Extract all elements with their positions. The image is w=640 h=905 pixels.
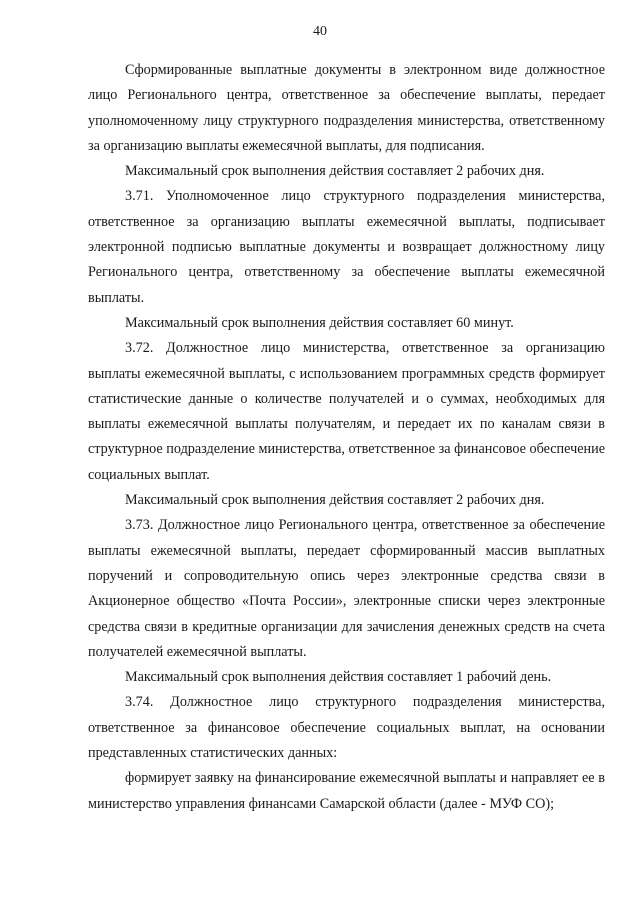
- paragraph: 3.73. Должностное лицо Регионального центра, ответственное за обеспечение выплаты ежемесячной выплаты, передает сформированный массив выплатных поручений и сопроводительную опись через электронные средства связи в Акционерное общество «Почта России», электронные списки через электронные средства связи в кредитные организации для зачисления денежных средств на счета получателей ежемесячной выплаты.: [88, 517, 605, 660]
- paragraph: 3.74. Должностное лицо структурного подразделения министерства, ответственное за финансовое обеспечение социальных выплат, на основании представленных статистических данных:: [88, 694, 605, 762]
- paragraph: 3.71. Уполномоченное лицо структурного подразделения министерства, ответственное за организацию выплаты ежемесячной выплаты, подписывает электронной подписью выплатные документы и возвращает должностному лицу Регионального центра, ответственному за обеспечение выплаты ежемесячной выплаты.: [88, 188, 605, 306]
- paragraph: Максимальный срок выполнения действия составляет 2 рабочих дня.: [125, 163, 545, 180]
- paragraph: Максимальный срок выполнения действия составляет 2 рабочих дня.: [125, 492, 545, 509]
- paragraph: 3.72. Должностное лицо министерства, ответственное за организацию выплаты ежемесячной выплаты, с использованием программных средств формирует статистические данные о количестве получателей и о суммах, необходимых для выплаты ежемесячной выплаты получателям, и передает их по каналам связи в структурное подразделение министерства, ответственное за финансовое обеспечение социальных выплат.: [88, 340, 605, 483]
- page-number: 40: [313, 24, 327, 39]
- paragraph: Максимальный срок выполнения действия составляет 60 минут.: [125, 314, 514, 331]
- paragraph: Сформированные выплатные документы в электронном виде должностное лицо Регионального центра, ответственное за обеспечение выплаты, передает уполномоченному лицу структурного подразделения министерства, ответственному за организацию выплаты ежемесячной выплаты, для подписания.: [88, 62, 605, 154]
- paragraph: формирует заявку на финансирование ежемесячной выплаты и направляет ее в министерство управления финансами Самарской области (далее - МУФ СО);: [88, 770, 605, 812]
- paragraph: Максимальный срок выполнения действия составляет 1 рабочий день.: [125, 669, 552, 686]
- document-body: [88, 58, 605, 817]
